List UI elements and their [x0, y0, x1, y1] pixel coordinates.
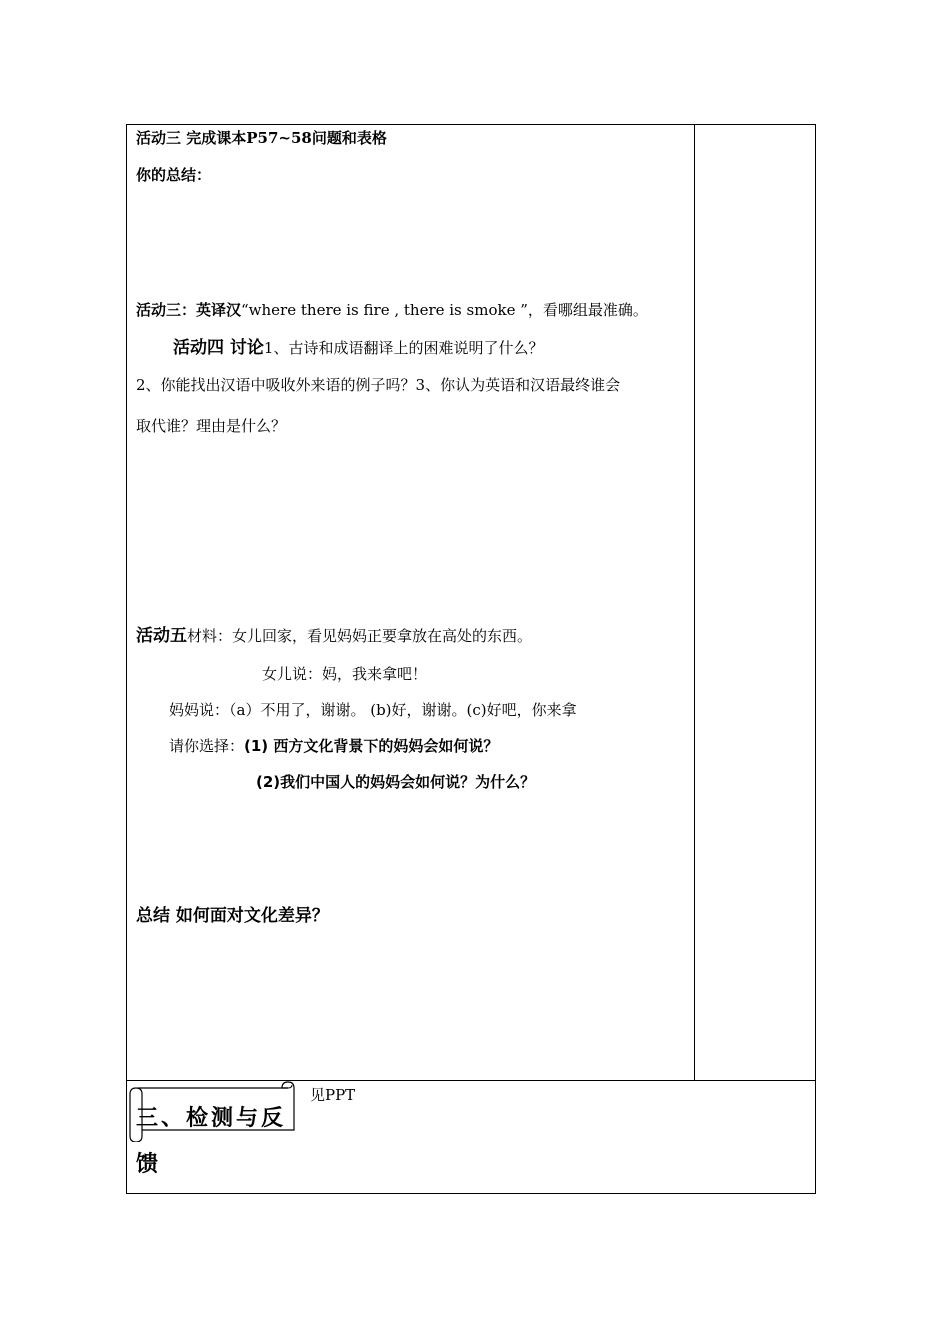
summary-heading: 总结 如何面对文化差异？ — [136, 906, 329, 926]
activity4-label: 活动四 讨论 — [173, 338, 264, 358]
activity3b-label: 活动三：英译汉 — [136, 301, 242, 319]
table-right-border — [815, 124, 816, 1194]
section3-title-continued: 馈 — [136, 1152, 159, 1177]
activity3b-line — [136, 300, 648, 320]
table-bottom-border — [126, 1193, 816, 1194]
activity4-q2: 2、你能找出汉语中吸收外来语的例子吗？3、你认为英语和汉语最终谁会 — [136, 376, 621, 394]
activity4-line — [173, 338, 543, 358]
daughter-says: 女儿说：妈，我来拿吧！ — [262, 665, 428, 683]
see-ppt-note: 见PPT — [310, 1086, 356, 1104]
mother-says: 妈妈说：（a）不用了，谢谢。 (b)好，谢谢。(c)好吧，你来拿 — [169, 701, 577, 719]
activity5-material: 材料：女儿回家，看见妈妈正要拿放在高处的东西。 — [187, 627, 533, 645]
activity3-title: 活动三 完成课本P57~58问题和表格 — [136, 129, 387, 147]
activity4-q1: 1、古诗和成语翻译上的困难说明了什么？ — [263, 339, 544, 357]
activity5-line — [136, 626, 532, 646]
activity4-q3-continued: 取代谁？理由是什么？ — [136, 417, 287, 435]
choose-label: 请你选择： — [169, 737, 245, 755]
table-left-border — [126, 124, 127, 1194]
choose-q2: (2)我们中国人的妈妈会如何说？为什么？ — [256, 773, 536, 791]
choose-line — [169, 736, 498, 756]
table-top-border — [126, 124, 816, 125]
activity3b-text: “where there is fire , there is smoke ”，看哪组最准确。 — [241, 301, 648, 319]
activity5-label: 活动五 — [136, 626, 187, 646]
choose-q1: (1) 西方文化背景下的妈妈会如何说？ — [244, 737, 499, 755]
section3-title: 三、检测与反 — [136, 1106, 287, 1131]
table-column-divider — [694, 124, 695, 1081]
your-summary-label: 你的总结： — [136, 166, 212, 184]
